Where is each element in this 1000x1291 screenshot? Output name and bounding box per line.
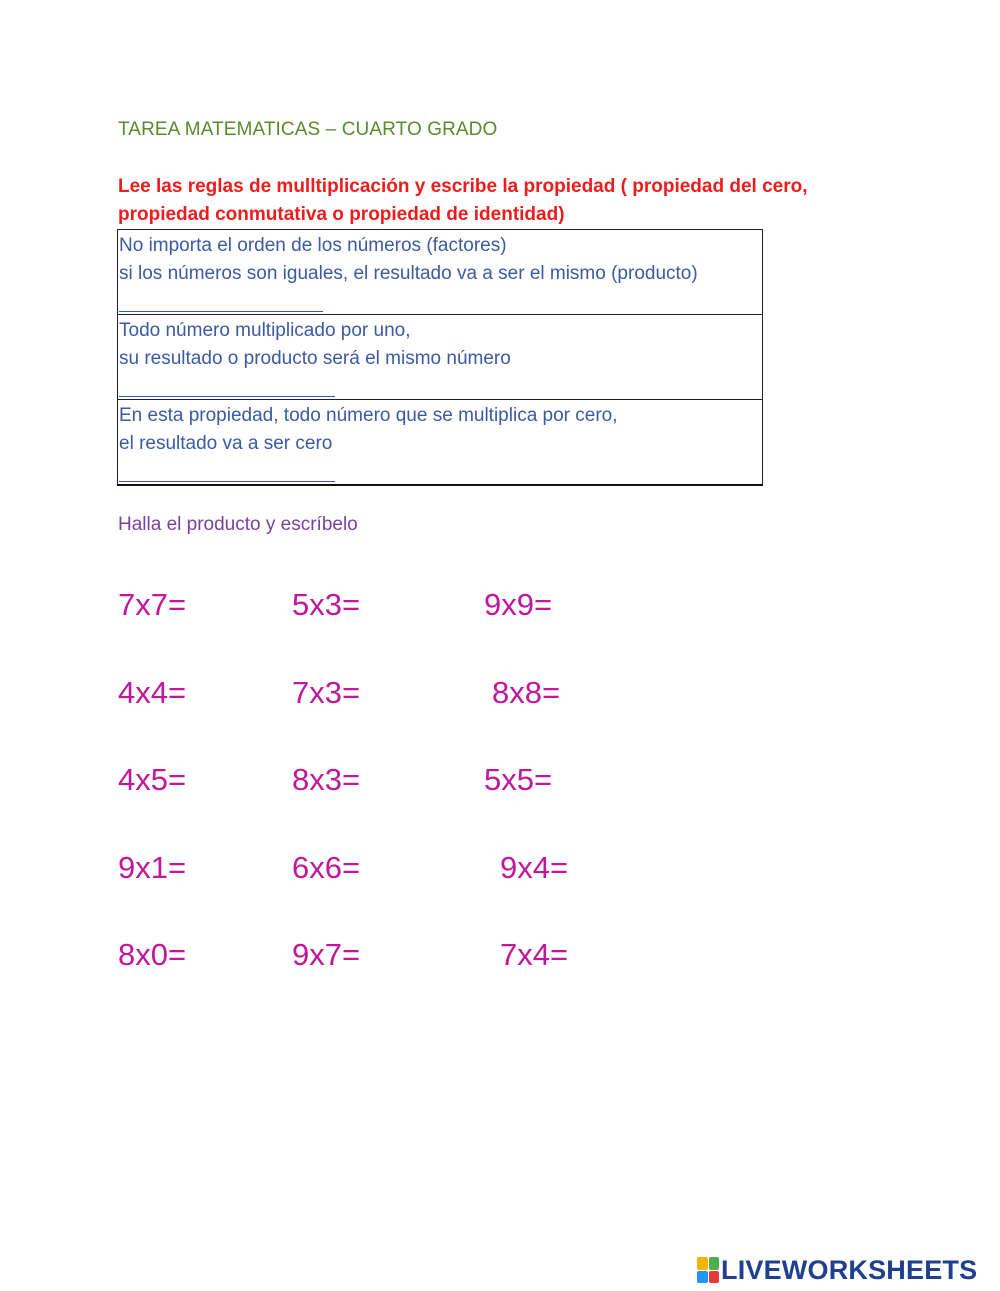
rule-text: Todo número multiplicado por uno, [119, 320, 411, 341]
section-subtitle: Halla el producto y escríbelo [118, 514, 358, 535]
liveworksheets-logo-icon [697, 1257, 719, 1283]
answer-input-2[interactable] [119, 374, 335, 397]
rule-row-zero [118, 400, 762, 484]
problem-item: 9x1= [118, 850, 187, 885]
problem-item: 9x7= [292, 937, 361, 972]
problem-item: 5x3= [292, 587, 361, 622]
problem-item: 9x4= [500, 850, 569, 885]
rule-text: En esta propiedad, todo número que se multiplica por cero, [119, 405, 618, 426]
problem-item: 5x5= [484, 762, 553, 797]
page-title: TAREA MATEMATICAS – CUARTO GRADO [118, 119, 498, 140]
rule-text: su resultado o producto será el mismo número [119, 348, 511, 369]
instructions: Lee las reglas de mulltiplicación y escribe la propiedad ( propiedad del cero, propiedad conmutativa o propiedad de identidad) [118, 176, 808, 225]
problem-item: 4x4= [118, 675, 187, 710]
problem-item: 8x8= [492, 675, 561, 710]
answer-input-1[interactable] [119, 289, 323, 312]
rule-text: el resultado va a ser cero [119, 433, 333, 454]
problem-item: 6x6= [292, 850, 361, 885]
answer-input-3[interactable] [119, 459, 335, 482]
problem-item: 8x0= [118, 937, 187, 972]
rule-row-identity [118, 315, 762, 400]
rules-table [117, 229, 763, 486]
problem-item: 7x3= [292, 675, 361, 710]
liveworksheets-logo [697, 1255, 977, 1285]
rule-text: No importa el orden de los números (factores) [119, 235, 507, 256]
problem-item: 7x4= [500, 937, 569, 972]
logo-text: LIVEWORKSHEETS [721, 1254, 978, 1285]
rule-row-commutative [118, 230, 762, 315]
problem-item: 4x5= [118, 762, 187, 797]
problem-item: 8x3= [292, 762, 361, 797]
problem-item: 9x9= [484, 587, 553, 622]
problem-item: 7x7= [118, 587, 187, 622]
rule-text: si los números son iguales, el resultado va a ser el mismo (producto) [119, 263, 698, 284]
